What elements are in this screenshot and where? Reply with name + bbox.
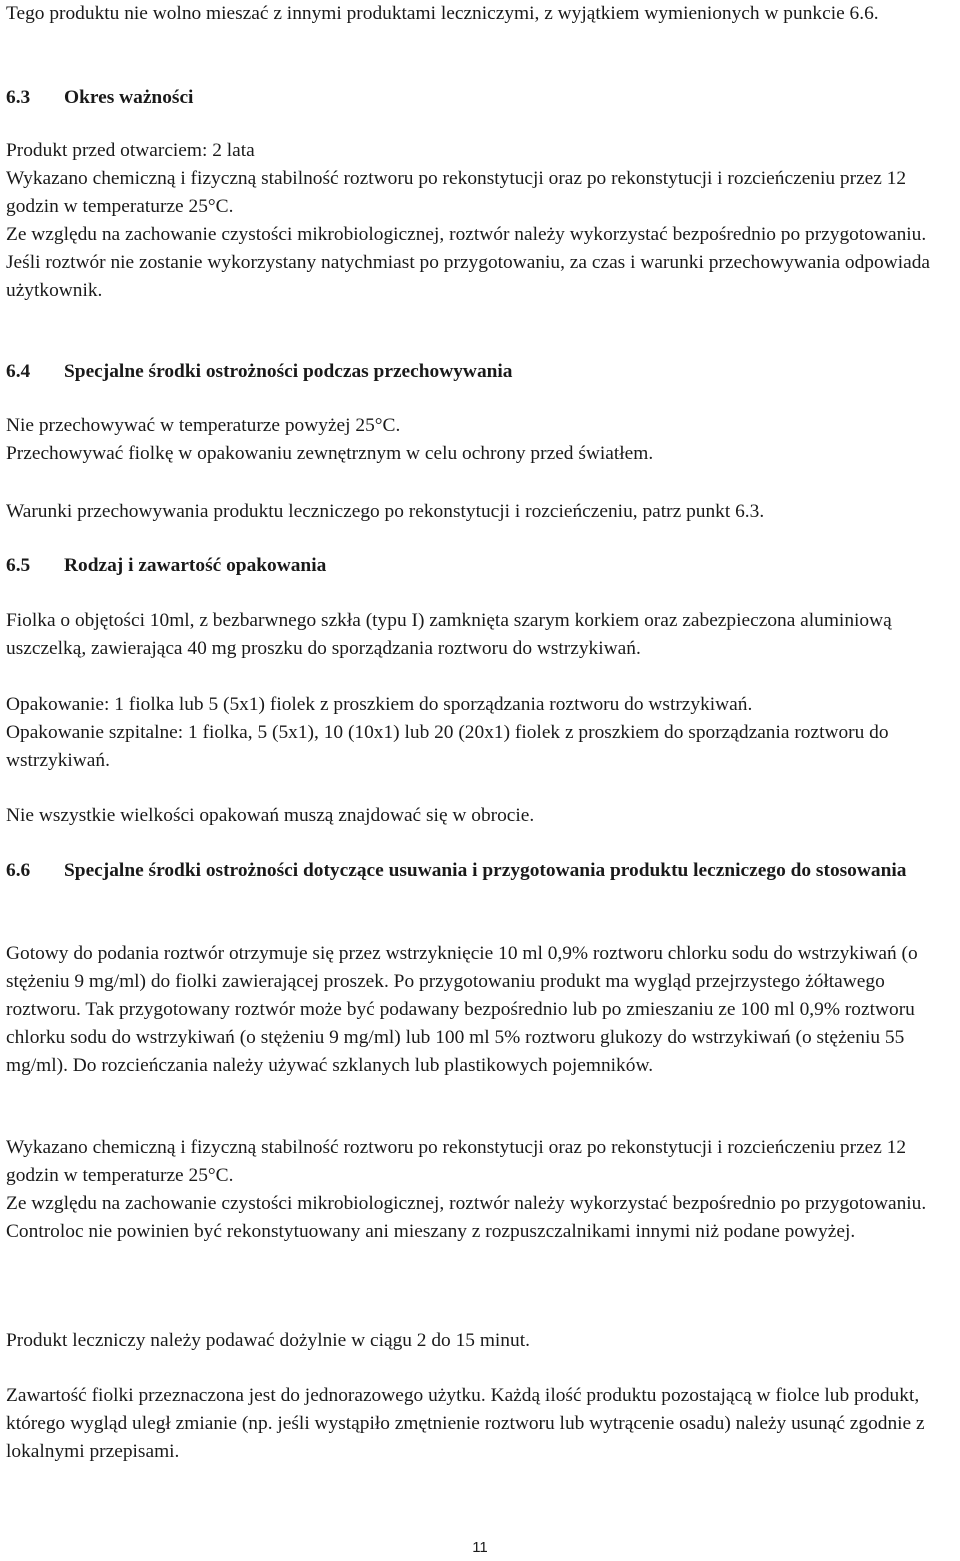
marketing-note: Nie wszystkie wielkości opakowań muszą znajdować się w obrocie.: [6, 805, 535, 826]
storage-temperature-line: Nie przechowywać w temperaturze powyżej 25°C.: [6, 415, 401, 436]
section-6-4-heading: [6, 358, 956, 386]
storage-light-line: Przechowywać fiolkę w opakowaniu zewnętrznym w celu ochrony przed światłem.: [6, 443, 654, 464]
pack-standard-line: Opakowanie: 1 fiolka lub 5 (5x1) fiolek z proszkiem do sporządzania roztworu do wstrzykiwań.: [6, 694, 753, 715]
section-title: Specjalne środki ostrożności podczas przechowywania: [64, 361, 513, 382]
pack-sizes-block: [6, 691, 956, 775]
section-6-3-heading: [6, 84, 956, 112]
stability-paragraph: Wykazano chemiczną i fizyczną stabilność roztworu po rekonstytucji oraz po rekonstytucji i rozcieńczeniu przez 12 godzin w temperaturze 25°C.: [6, 1137, 907, 1186]
reconstitution-warning-paragraph: Controloc nie powinien być rekonstytuowany ani mieszany z rozpuszczalnikami innymi niż podane powyżej.: [6, 1221, 856, 1242]
vial-description-paragraph: Fiolka o objętości 10ml, z bezbarwnego szkła (typu I) zamknięta szarym korkiem oraz zabezpieczona aluminiową uszczelką, zawierająca 40 mg proszku do sporządzania roztworu do wstrzykiwań.: [6, 610, 892, 659]
section-title: Rodzaj i zawartość opakowania: [64, 555, 327, 576]
section-6-5-heading: [6, 552, 956, 580]
section-number: 6.4: [6, 361, 31, 382]
section-title: Okres ważności: [64, 87, 194, 108]
section-title: Specjalne środki ostrożności dotyczące usuwania i przygotowania produktu leczniczego do stosowania: [64, 860, 907, 881]
administration-line: Produkt leczniczy należy podawać dożylnie w ciągu 2 do 15 minut.: [6, 1330, 530, 1351]
disposal-paragraph: Zawartość fiolki przeznaczona jest do jednorazowego użytku. Każdą ilość produktu pozostającą w fiolce lub produkt, którego wygląd uległ zmianie (np. jeśli wystąpiło zmętnienie roztworu lub wytrącenie osadu) należy usunąć zgodnie z lokalnymi przepisami.: [6, 1385, 925, 1462]
page-number: 11: [472, 1539, 488, 1556]
section-number: 6.6: [6, 860, 31, 881]
user-responsibility-paragraph: Jeśli roztwór nie zostanie wykorzystany natychmiast po przygotowaniu, za czas i warunki przechowywania odpowiada użytkownik.: [6, 252, 930, 301]
microbiological-paragraph: Ze względu na zachowanie czystości mikrobiologicznej, roztwór należy wykorzystać bezpośrednio po przygotowaniu.: [6, 1193, 927, 1214]
stability-block: [6, 1134, 956, 1246]
intro-paragraph: Tego produktu nie wolno mieszać z innymi produktami leczniczymi, z wyjątkiem wymienionych w punkcie 6.6.: [6, 3, 879, 24]
stability-paragraph: Wykazano chemiczną i fizyczną stabilność roztworu po rekonstytucji oraz po rekonstytucji i rozcieńczeniu przez 12 godzin w temperaturze 25°C.: [6, 168, 907, 217]
shelf-life-line: Produkt przed otwarciem: 2 lata: [6, 140, 255, 161]
section-6-6-heading: [6, 857, 956, 885]
preparation-paragraph: Gotowy do podania roztwór otrzymuje się przez wstrzyknięcie 10 ml 0,9% roztworu chlorku sodu do wstrzykiwań (o stężeniu 9 mg/ml) do fiolki zawierającej proszek. Po przygotowaniu produkt ma wygląd przejrzystego żółtawego roztworu. Tak przygotowany roztwór może być podawany bezpośrednio lub po zmieszaniu ze 100 ml 0,9% roztworu chlorku sodu do wstrzykiwań (o stężeniu 9 mg/ml) lub 100 ml 5% roztworu glukozy do wstrzykiwań (o stężeniu 55 mg/ml). Do rozcieńczania należy używać szklanych lub plastikowych pojemników.: [6, 943, 918, 1076]
section-number: 6.3: [6, 87, 31, 108]
storage-note: Warunki przechowywania produktu leczniczego po rekonstytucji i rozcieńczeniu, patrz punkt 6.3.: [6, 501, 765, 522]
section-6-4-body: [6, 412, 956, 468]
section-6-3-body: [6, 137, 956, 305]
pack-hospital-paragraph: Opakowanie szpitalne: 1 fiolka, 5 (5x1), 10 (10x1) lub 20 (20x1) fiolek z proszkiem do sporządzania roztworu do wstrzykiwań.: [6, 722, 889, 771]
microbiological-paragraph: Ze względu na zachowanie czystości mikrobiologicznej, roztwór należy wykorzystać bezpośrednio po przygotowaniu.: [6, 224, 927, 245]
section-number: 6.5: [6, 555, 31, 576]
